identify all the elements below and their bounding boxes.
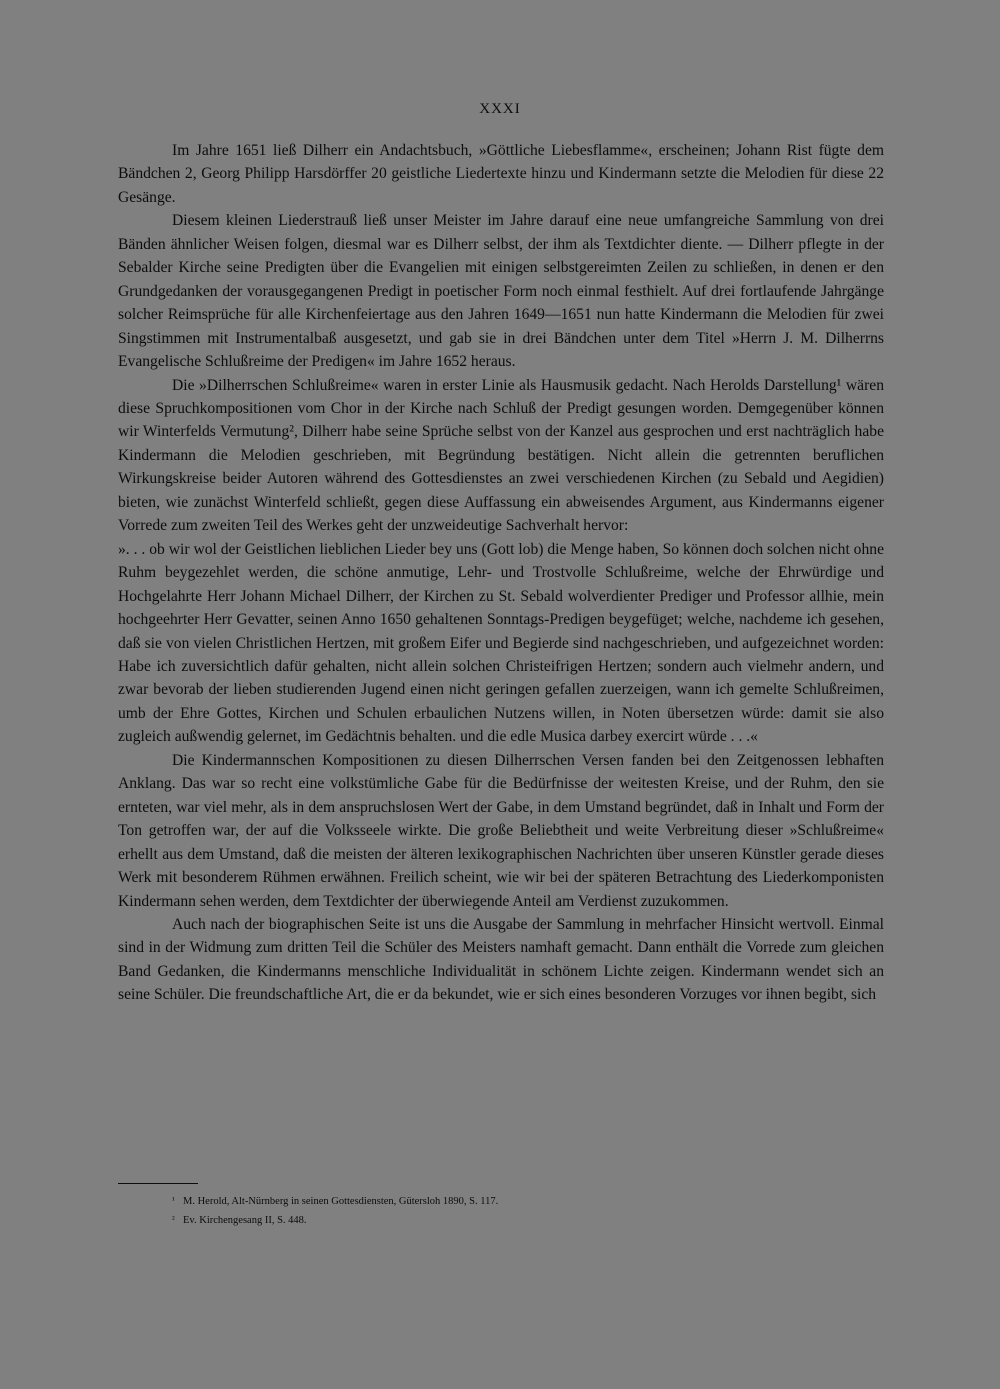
paragraph: Im Jahre 1651 ließ Dilherr ein Andachtsbuch, »Göttliche Liebesflamme«, erscheinen; Johann Rist fügte dem Bändchen 2, Georg Philipp Harsdörffer 20 geistliche Liedertexte hinzu und Kindermann setzte die Melodien für diese 22 Gesänge. <box>118 142 884 206</box>
quotation-paragraph: ». . . ob wir wol der Geistlichen lieblichen Lieder bey uns (Gott lob) die Menge haben, So können doch solchen nicht ohne Ruhm beygezehlet werden, die schöne anmutige, Lehr- und Trostvolle Schlußreime, welche der Ehrwürdige und Hochgelahrte Herr Johann Michael Dilherr, der Kirchen zu St. Sebald wolverdienter Prediger und Professor allhie, mein hochgeehrter Herr Gevatter, seinen Anno 1650 gehaltenen Sonntags-Predigen beygefüget; welche, nachdeme ich gesehen, daß sie von vielen Christlichen Hertzen, mit großem Eifer und Begierde sind nachgeschrieben, und aufgezeichnet worden: Habe ich zuversichtlich dafür gehalten, nicht allein solchen Christeifrigen Hertzen; sondern auch vielmehr andern, und zwar bevorab der lieben studierenden Jugend einen nicht geringen gefallen zuerzeigen, wann ich gemelte Schlußreimen, umb der Ehre Gottes, Kirchen und Schulen erbaulichen Nutzens willen, in Noten übersetzen würde: damit sie also zugleich außwendig gelernet, im Gedächtnis behalten. und die edle Musica darbey exercirt würde . . .« <box>118 540 884 746</box>
paragraph: Auch nach der biographischen Seite ist uns die Ausgabe der Sammlung in mehrfacher Hinsicht wertvoll. Einmal sind in der Widmung zum dritten Teil die Schüler des Meisters namhaft gemacht. Dann enthält die Vorrede zum gleichen Band Gedanken, die Kindermanns menschliche Individualität in schönem Lichte zeigen. Kindermann wendet sich an seine Schüler. Die freundschaftliche Art, die er da bekundet, wie er sich eines besonderen Vorzuges vor ihnen begibt, sich <box>118 915 884 1004</box>
footnote-mark: ² <box>172 1213 175 1224</box>
paragraph: Die »Dilherrschen Schlußreime« waren in erster Linie als Hausmusik gedacht. Nach Herolds Darstellung¹ wären diese Spruchkompositionen vom Chor in der Kirche nach Schluß der Predigt gesungen worden. Demgegenüber können wir Winterfelds Vermutung², Dilherr habe seine Sprüche selbst von der Kanzel aus gesprochen und erst nachträglich habe Kindermann die Melodien geschrieben, mit Begründung bestätigen. Nicht allein die getrennten beruflichen Wirkungskreise beider Autoren während des Gottesdienstes an zwei verschiedenen Kirchen (zu Sebald und Aegidien) bieten, wie zunächst Winterfeld schließt, gegen diese Auffassung ein abweisendes Argument, aus Kindermanns eigener Vorrede zum zweiten Teil des Werkes geht der unzweideutige Sachverhalt hervor: <box>118 376 884 535</box>
paragraph: Diesem kleinen Liederstrauß ließ unser Meister im Jahre darauf eine neue umfangreiche Sammlung von drei Bänden ähnlicher Weisen folgen, diesmal war es Dilherr selbst, der ihm als Textdichter diente. — Dilherr pflegte in der Sebalder Kirche seine Predigten über die Evangelien mit einigen selbstgereimten Zeilen zu schließen, in denen er den Grundgedanken der vorausgegangenen Predigt in poetischer Form noch einmal festhielt. Auf drei fortlaufende Jahrgänge solcher Reimsprüche für alle Kirchenfeiertage aus den Jahren 1649—1651 nun hatte Kindermann die Melodien für zwei Singstimmen mit Instrumentalbaß ausgesetzt, und gab sie in drei Bändchen unter dem Titel »Herrn J. M. Dilherrns Evangelische Schlußreime der Predigen« im Jahre 1652 heraus. <box>118 212 884 371</box>
body-text <box>118 139 884 1007</box>
footnote-2 <box>172 1211 872 1230</box>
footnote-divider <box>118 1183 198 1184</box>
paragraph: Die Kindermannschen Kompositionen zu diesen Dilherrschen Versen fanden bei den Zeitgenossen lebhaften Anklang. Das war so recht eine volkstümliche Gabe für die Bedürfnisse der weitesten Kreise, und der Ruhm, den sie ernteten, war viel mehr, als in dem anspruchslosen Wert der Gabe, in dem Umstand begründet, daß in Inhalt und Form der Ton getroffen war, der auf die Volksseele wirkte. Die große Beliebtheit und weite Verbreitung dieser »Schlußreime« erhellt aus dem Umstand, daß die meisten der älteren lexikographischen Nachrichten über unseren Künstler gerade dieses Werk mit besonderem Rühmen erwähnen. Freilich scheint, wie wir bei der späteren Betrachtung des Liederkomponisten Kindermann sehen werden, dem Textdichter der überwiegende Anteil am Verdienst zuzukommen. <box>118 751 884 910</box>
footnote-1 <box>172 1192 872 1211</box>
footnote-text: Ev. Kirchengesang II, S. 448. <box>183 1214 307 1226</box>
footnotes <box>172 1192 872 1229</box>
footnote-mark: ¹ <box>172 1195 175 1205</box>
page-number: XXXI <box>479 101 521 117</box>
footnote-text: M. Herold, Alt-Nürnberg in seinen Gottesdiensten, Gütersloh 1890, S. 117. <box>183 1196 499 1207</box>
